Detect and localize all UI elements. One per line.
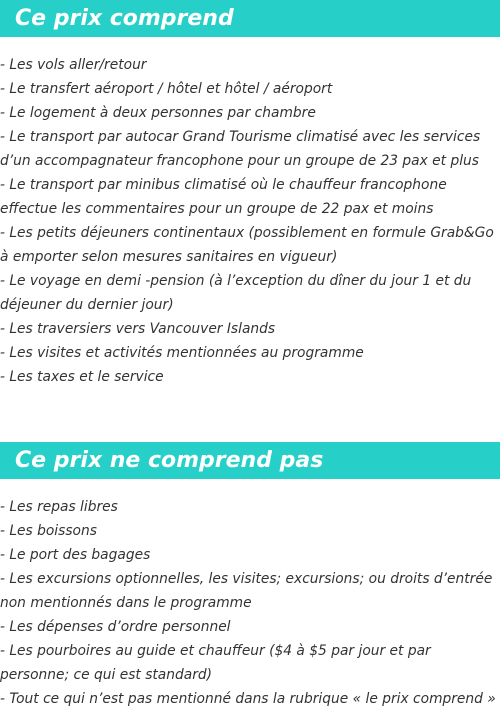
list-item: - Les visites et activités mentionnées au programme — [0, 345, 364, 361]
list-item: - Les vols aller/retour — [0, 57, 147, 73]
list-item: - Les excursions optionnelles, les visites; excursions; ou droits d’entrée non mentionnés dans le programme — [0, 571, 493, 611]
includes-list — [0, 53, 500, 389]
list-item: - Tout ce qui n’est pas mentionné dans la rubrique « le prix comprend » — [0, 691, 496, 707]
excludes-section — [0, 442, 500, 711]
list-item: - Le transport par minibus climatisé où le chauffeur francophone effectue les commentaires pour un groupe de 22 pax et moins — [0, 177, 447, 217]
list-item: - Les dépenses d’ordre personnel — [0, 619, 231, 635]
list-item: - Les boissons — [0, 523, 97, 539]
list-item: - Les taxes et le service — [0, 369, 164, 385]
excludes-list — [0, 495, 500, 711]
list-item: - Les pourboires au guide et chauffeur ($4 à $5 par jour et par personne; ce qui est standard) — [0, 643, 431, 683]
list-item: - Le port des bagages — [0, 547, 151, 563]
list-item: - Le transport par autocar Grand Tourisme climatisé avec les services d’un accompagnateur francophone pour un groupe de 23 pax et plus — [0, 129, 481, 169]
list-item: - Les petits déjeuners continentaux (possiblement en formule Grab&Go à emporter selon mesures sanitaires en vigueur) — [0, 225, 494, 265]
list-item: - Les traversiers vers Vancouver Islands — [0, 321, 276, 337]
list-item: - Le voyage en demi -pension (à l’exception du dîner du jour 1 et du déjeuner du dernier jour) — [0, 273, 472, 313]
excludes-header: Ce prix ne comprend pas — [0, 442, 500, 479]
list-item: - Le transfert aéroport / hôtel et hôtel / aéroport — [0, 81, 333, 97]
list-item: - Les repas libres — [0, 499, 118, 515]
includes-header: Ce prix comprend — [0, 0, 500, 37]
list-item: - Le logement à deux personnes par chambre — [0, 105, 316, 121]
